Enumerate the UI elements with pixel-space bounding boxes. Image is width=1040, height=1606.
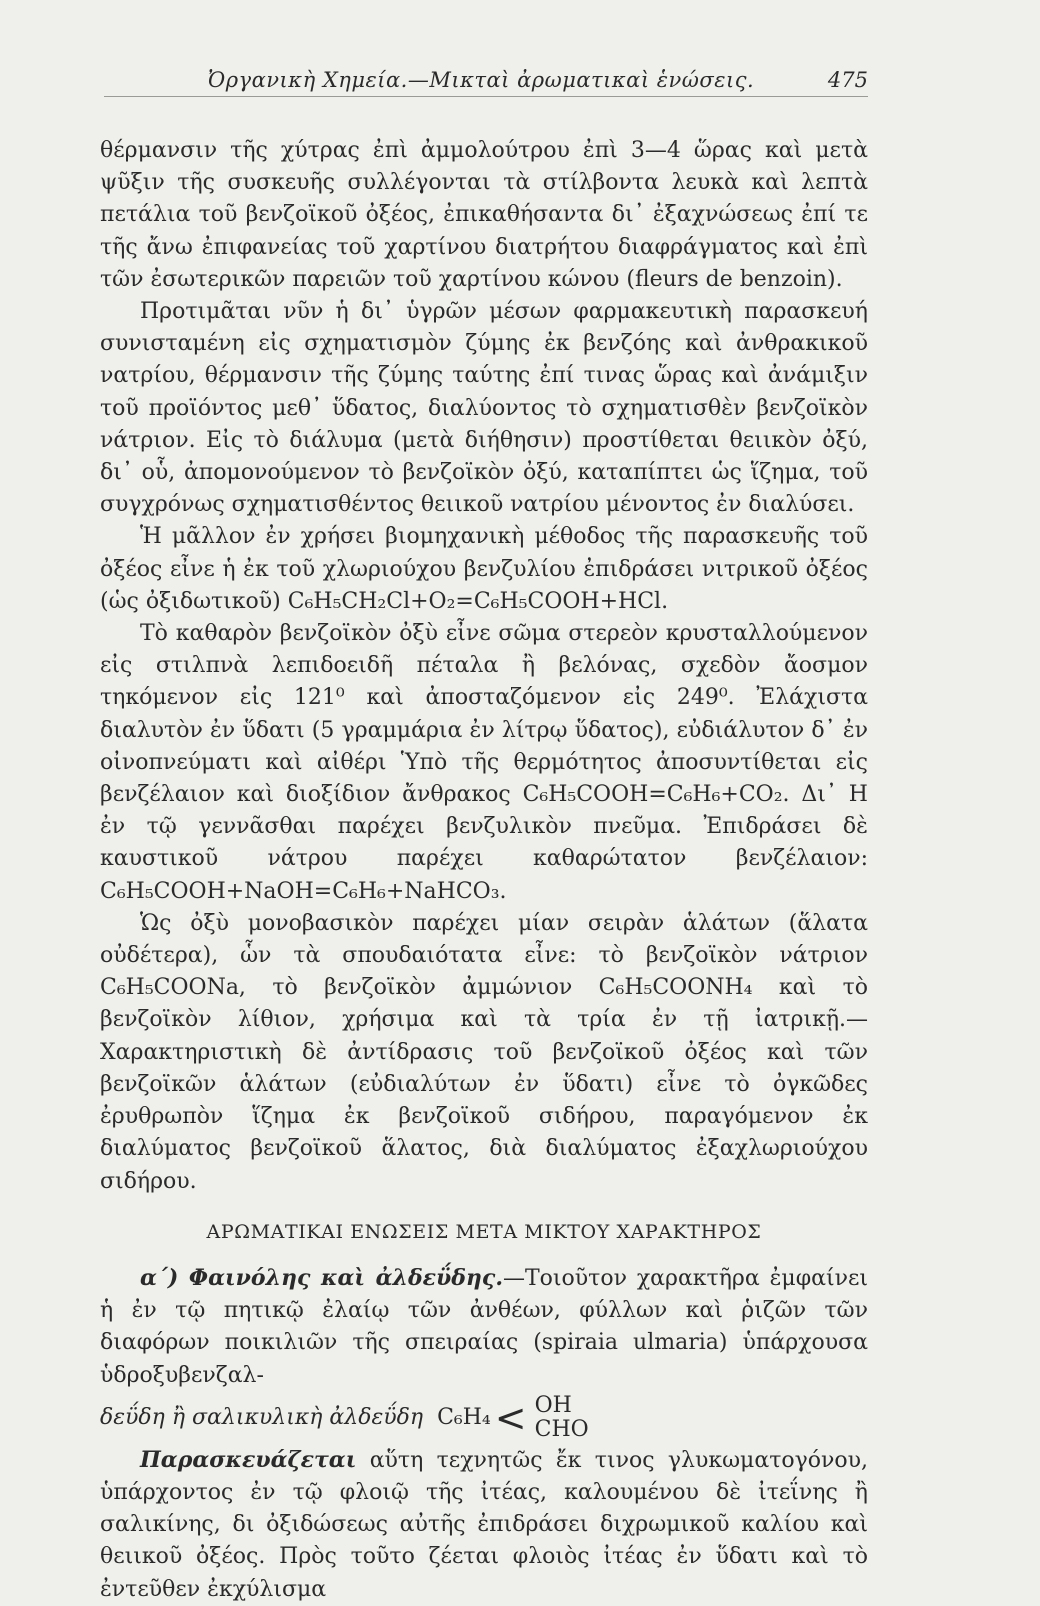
subsection-label: α΄) Φαινόλης καὶ ἀλδεΰδης. bbox=[140, 1264, 503, 1291]
body-text bbox=[100, 135, 868, 1606]
formula-bottom: CHO bbox=[534, 1416, 589, 1442]
formula-branches bbox=[535, 1394, 589, 1442]
paragraph-3: Ἡ μᾶλλον ἐν χρήσει βιομηχανικὴ μέθοδος τῆς παρασκευῆς τοῦ ὀξέος εἶνε ἡ ἐκ τοῦ χλωριούχου βενζυλίου ἐπιδράσει νιτρικοῦ ὀξέος (ὡς ὀξιδωτικοῦ) C₆H₅CH₂Cl+O₂=C₆H₅COOH+HCl. bbox=[100, 524, 868, 614]
formula-caption: δεΰδη ἢ σαλικυλικὴ ἀλδεΰδη bbox=[100, 1404, 424, 1430]
final-paragraph bbox=[100, 1444, 868, 1606]
formula-line bbox=[100, 1392, 868, 1444]
paragraph-2: Προτιμᾶται νῦν ἡ δι᾽ ὑγρῶν μέσων φαρμακευτικὴ παρασκευή συνισταμένη εἰς σχηματισμὸν ζύμης ἐκ βενζόης καὶ ἀνθρακικοῦ νατρίου, θέρμανσιν τῆς ζύμης ταύτης ἐπί τινας ὥρας καὶ ἀνάμιξιν τοῦ προϊόντος μεθ᾽ ὕδατος, διαλύοντος τὸ σχηματισθὲν βενζοϊκὸν νάτριον. Εἰς τὸ διάλυμα (μετὰ διήθησιν) προστίθεται θειικὸν ὀξύ, δι᾽ οὗ, ἀπομονούμενον τὸ βενζοϊκὸν ὀξύ, καταπίπτει ὡς ἵζημα, τοῦ συγχρόνως σχηματισθέντος θειικοῦ νατρίου μένοντος ἐν διαλύσει. bbox=[100, 299, 868, 518]
formula-top: OH bbox=[534, 1392, 572, 1418]
paragraph-4: Τὸ καθαρὸν βενζοϊκὸν ὀξὺ εἶνε σῶμα στερεὸν κρυσταλλούμενον εἰς στιλπνὰ λεπιδοειδῆ πέταλα ἢ βελόνας, σχεδὸν ἄοσμον τηκόμενον εἰς 121⁰ καὶ ἀποσταζόμενον εἰς 249⁰. Ἐλάχιστα διαλυτὸν ἐν ὕδατι (5 γραμμάρια ἐν λίτρῳ ὕδατος), εὐδιάλυτον δ᾽ ἐν οἰνοπνεύματι καὶ αἰθέρι Ὑπὸ τῆς θερμότητος ἀποσυντίθεται εἰς βενζέλαιον καὶ διοξίδιον ἄνθρακος C₆H₅COOH=C₆H₆+CO₂. Δι᾽ Η ἐν τῷ γεννᾶσθαι παρέχει βενζυλικὸν πνεῦμα. Ἐπιδράσει δὲ καυστικοῦ νάτρου παρέχει καθαρώτατον βενζέλαιον: C₆H₅COOH+NaOH=C₆H₆+NaHCO₃. bbox=[100, 621, 868, 904]
paragraph-5: Ὡς ὀξὺ μονοβασικὸν παρέχει μίαν σειρὰν ἁλάτων (ἅλατα οὐδέτερα), ὧν τὰ σπουδαιότατα εἶνε: τὸ βενζοϊκὸν νάτριον C₆H₅COONa, τὸ βενζοϊκὸν ἀμμώνιον C₆H₅COONH₄ καὶ τὸ βενζοϊκὸν λίθιον, χρήσιμα καὶ τὰ τρία ἐν τῇ ἰατρικῇ.— Χαρακτηριστικὴ δὲ ἀντίδρασις τοῦ βενζοϊκοῦ ὀξέος καὶ τῶν βενζοϊκῶν ἁλάτων (εὐδιαλύτων ἐν ὕδατι) εἶνε τὸ ὀγκῶδες ἐρυθρωπὸν ἵζημα ἐκ βενζοϊκοῦ σιδήρου, παραγόμενον ἐκ διαλύματος βενζοϊκοῦ ἅλατος, διὰ διαλύματος ἐξαχλωριούχου σιδήρου. bbox=[100, 910, 868, 1194]
bracket-symbol: < bbox=[494, 1395, 527, 1440]
salicylaldehyde-formula bbox=[437, 1394, 589, 1442]
subsection-text: —Τοιοῦτον χαρακτῆρα ἐμφαίνει ἡ ἐν τῷ πητικῷ ἐλαίῳ τῶν ἀνθέων, φύλλων καὶ ῥιζῶν τῶν διαφόρων ποικιλιῶν τῆς σπειραίας (spiraia ulmaria) ὑπάρχουσα ὑδροξυβενζαλ- bbox=[100, 1265, 868, 1388]
formula-base: C₆H₄ bbox=[437, 1404, 491, 1430]
page-number: 475 bbox=[827, 68, 868, 92]
header-title: Ὀργανικὴ Χημεία.—Μικταὶ ἀρωματικαὶ ἑνώσεις. bbox=[208, 68, 755, 92]
section-heading: ΑΡΩΜΑΤΙΚΑΙ ΕΝΩΣΕΙΣ ΜΕΤΑ ΜΙΚΤΟΥ ΧΑΡΑΚΤΗΡΟΣ bbox=[206, 1220, 762, 1243]
final-paragraph-text: αὕτη τεχνητῶς ἔκ τινος γλυκωματογόνου, ὑπάρχοντος ἐν τῷ φλοιῷ τῆς ἰτέας, καλουμένου δὲ ἰτεΐνης ἢ σαλικίνης, δι ὀξιδώσεως αὐτῆς ἐπιδράσει διχρωμικοῦ καλίου καὶ θειικοῦ ὀξέος. Πρὸς τοῦτο ζέεται φλοιὸς ἰτέας ἐν ὕδατι καὶ τὸ ἐντεῦθεν ἐκχύλισμα bbox=[100, 1447, 868, 1602]
final-paragraph-label: Παρασκευάζεται bbox=[140, 1446, 357, 1473]
running-header bbox=[104, 62, 868, 97]
paragraph-1: θέρμανσιν τῆς χύτρας ἐπὶ ἀμμολούτρου ἐπὶ 3—4 ὥρας καὶ μετὰ ψῦξιν τῆς συσκευῆς συλλέγονται τὰ στίλβοντα λευκὰ καὶ λεπτὰ πετάλια τοῦ βενζοϊκοῦ ὀξέος, ἐπικαθήσαντα δι᾽ ἐξαχνώσεως ἐπί τε τῆς ἄνω ἐπιφανείας τοῦ χαρτίνου διατρήτου διαφράγματος καὶ ἐπὶ τῶν ἐσωτερικῶν παρειῶν τοῦ χαρτίνου κώνου (fleurs de benzoin). bbox=[100, 138, 868, 292]
subsection-paragraph bbox=[100, 1262, 868, 1392]
